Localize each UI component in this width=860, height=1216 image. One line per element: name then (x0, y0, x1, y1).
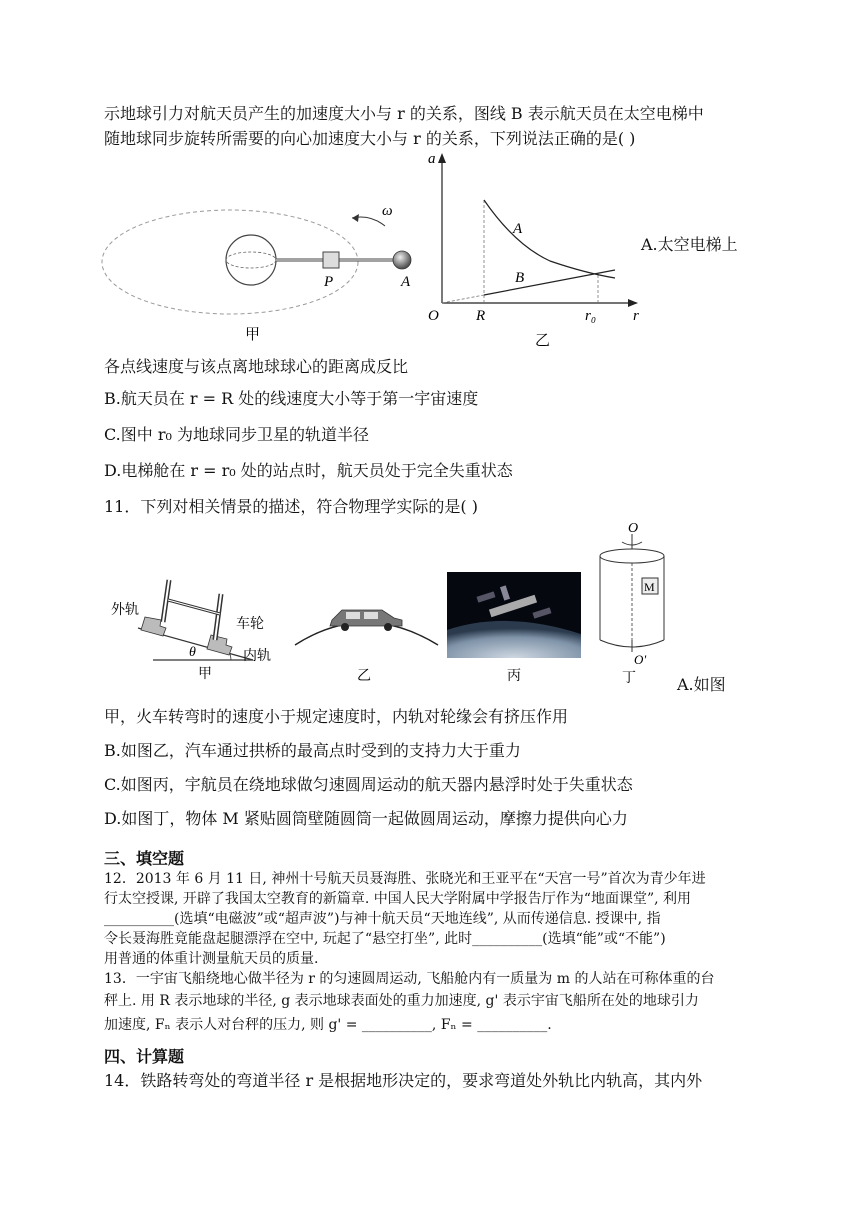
r-axis-label: r (633, 308, 639, 324)
origin-label: O (428, 308, 439, 324)
q12-line-4: 令长聂海胜竟能盘起腿漂浮在空中, 玩起了“悬空打坐”, 此时__________(选填“能”或“不能”) (104, 931, 666, 947)
figure-acceleration-graph (420, 145, 650, 350)
o-top-label: O (628, 521, 639, 536)
inner-rail-label: 内轨 (243, 649, 271, 664)
q10-intro-line-2: 随地球同步旋转所需要的向心加速度大小与 r 的关系，下列说法正确的是( ) (104, 129, 636, 148)
r-tick-label: R (476, 308, 486, 324)
caption-jia-11: 甲 (198, 667, 212, 682)
section-4-title: 四、计算题 (104, 1047, 185, 1066)
q12-line-2: 行太空授课, 开辟了我国太空教育的新篇章. 中国人民大学附属中学报告厅作为“地面课堂”, 利用 (104, 891, 692, 907)
q10-option-a-part2: 各点线速度与该点离地球球心的距离成反比 (104, 357, 409, 376)
curve-a (484, 200, 615, 278)
q10-option-a-part1: A.太空电梯上 (641, 235, 738, 254)
caption-yi-11: 乙 (357, 669, 371, 684)
outer-rail-label: 外轨 (111, 603, 139, 618)
caption-bing: 丙 (507, 669, 521, 684)
inner-rail-shape (207, 635, 232, 655)
figure-rotating-cylinder (592, 518, 672, 688)
q13-line-2: 秤上. 用 R 表示地球的半径, g 表示地球表面处的重力加速度, g' 表示宇宙飞船所在处的地球引力 (104, 993, 699, 1009)
q10-intro-line-1: 示地球引力对航天员产生的加速度大小与 r 的关系，图线 B 表示航天员在太空电梯中 (104, 104, 704, 123)
origin-dashed-line (442, 295, 484, 303)
caption-ding: 丁 (622, 671, 636, 686)
q14-line-1: 14．铁路转弯处的弯道半径 r 是根据地形决定的，要求弯道处外轨比内轨高，其内外 (104, 1071, 703, 1090)
section-3-title: 三、填空题 (104, 849, 185, 868)
q10-option-d: D.电梯舱在 r = r₀ 处的站点时，航天员处于完全失重状态 (104, 461, 513, 480)
p-label: P (324, 274, 334, 290)
a-axis-label: a (428, 151, 436, 167)
line-b-label: B (515, 270, 525, 286)
q11-stem: 11．下列对相关情景的描述，符合物理学实际的是( ) (104, 497, 478, 516)
theta-label: θ (189, 645, 196, 660)
wheel-label: 车轮 (236, 617, 264, 632)
r0-tick-label: r₀ (585, 308, 597, 324)
earth-circle (226, 235, 276, 285)
elevator-cabin-p (323, 252, 339, 268)
a-label: A (401, 274, 411, 290)
curve-a-label: A (513, 221, 523, 237)
q11-option-b: B.如图乙，汽车通过拱桥的最高点时受到的支持力大于重力 (104, 741, 521, 760)
q11-option-d: D.如图丁，物体 M 紧贴圆筒壁随圆筒一起做圆周运动，摩擦力提供向心力 (104, 809, 628, 828)
figure-banked-track (103, 570, 283, 685)
q12-line-5: 用普通的体重计测量航天员的质量. (104, 951, 319, 967)
line-b (484, 270, 615, 295)
m-label: M (644, 580, 655, 594)
cylinder-top (600, 549, 664, 563)
q13-line-1: 13．一宇宙飞船绕地心做半径为 r 的匀速圆周运动, 飞船舱内有一质量为 m 的人站在可称体重的台 (104, 971, 715, 987)
figure-car-bridge (290, 590, 440, 685)
caption-jia: 甲 (245, 327, 261, 343)
q12-line-1: 12．2013 年 6 月 11 日, 神州十号航天员聂海胜、张晓光和王亚平在“天宫一号”首次为青少年进 (104, 871, 706, 887)
omega-label: ω (382, 203, 393, 219)
counterweight-a (393, 251, 411, 269)
q11-option-a-part1: A.如图 (677, 675, 726, 694)
q12-line-3: __________(选填“电磁波”或“超声波”)与神十航天员“天地连线”, 从而传递信息. 授课中, 指 (104, 911, 661, 927)
figure-space-elevator (95, 190, 425, 345)
q11-option-a-part2: 甲，火车转弯时的速度小于规定速度时，内轨对轮缘会有挤压作用 (104, 707, 569, 726)
figure-spacecraft-photo (447, 572, 581, 684)
q11-option-c: C.如图丙，宇航员在绕地球做匀速圆周运动的航天器内悬浮时处于失重状态 (104, 775, 633, 794)
q10-option-b: B.航天员在 r = R 处的线速度大小等于第一宇宙速度 (104, 389, 479, 408)
o-bottom-label: O' (634, 652, 647, 667)
caption-yi: 乙 (535, 333, 551, 349)
q13-line-3: 加速度, Fₙ 表示人对台秤的压力, 则 g' = __________, Fₙ = __________. (104, 1017, 552, 1033)
q10-option-c: C.图中 r₀ 为地球同步卫星的轨道半径 (104, 425, 369, 444)
